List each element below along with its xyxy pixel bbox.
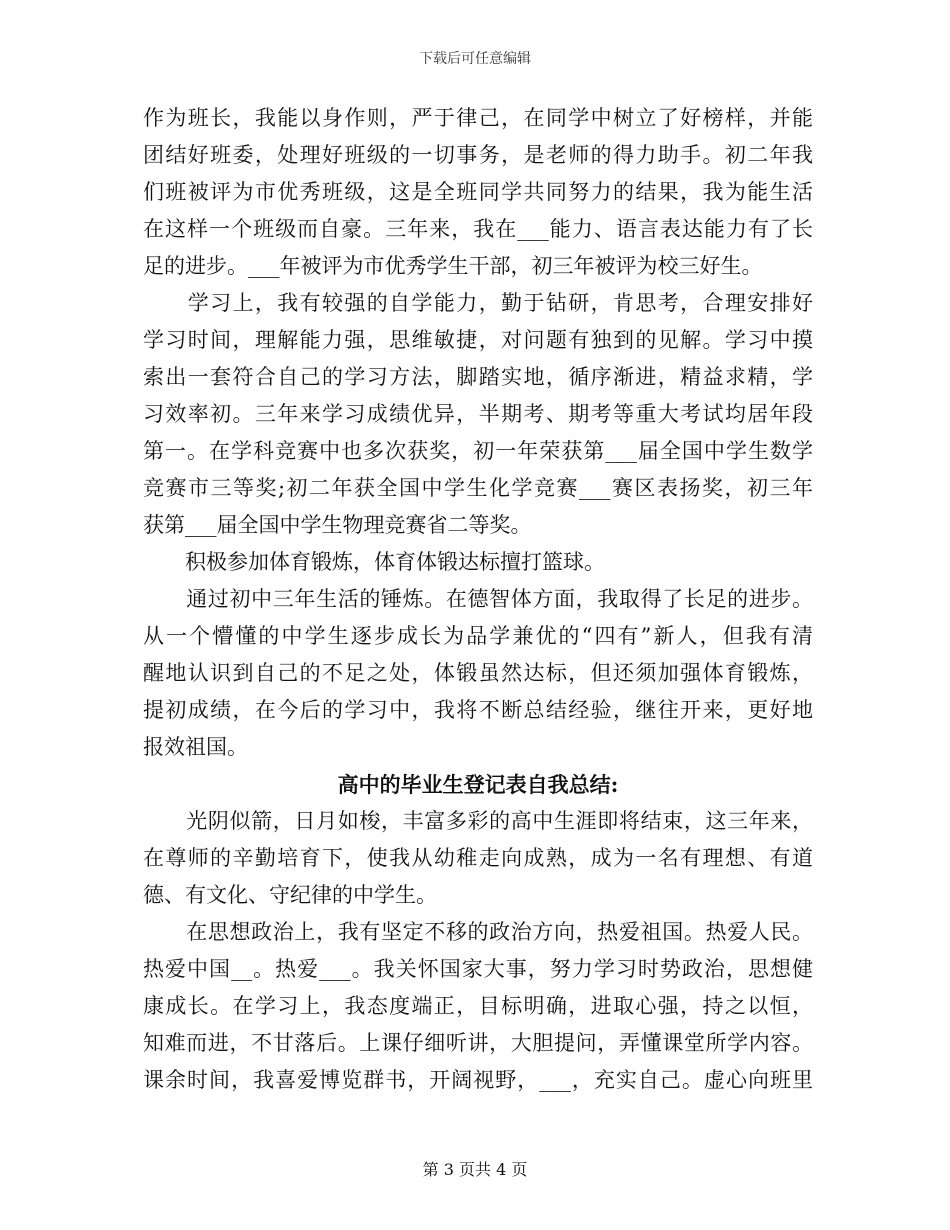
text-line: 提初成绩，在今后的学习中，我将不断总结经验，继往开来，更好地 — [143, 698, 813, 722]
text-line: 从一个懵懂的中学生逐步成长为品学兼优的“四有”新人，但我有清 — [143, 624, 813, 648]
text-line: 团结好班委，处理好班级的一切事务，是老师的得力助手。初二年我 — [143, 143, 813, 167]
text-line: 光阴似箭，日月如梭，丰富多彩的高中生涯即将结束，这三年来， — [143, 809, 813, 833]
page-footer: 第 3 页共 4 页 — [422, 1160, 528, 1179]
text-line: 积极参加体育锻炼，体育体锻达标擅打篮球。 — [143, 550, 605, 574]
text-line: 习效率初。三年来学习成绩优异，半期考、期考等重大考试均居年段 — [143, 402, 813, 426]
text-line: 在这样一个班级而自豪。三年来，我在___能力、语言表达能力有了长 — [143, 217, 813, 241]
text-line: 课余时间，我喜爱博览群书，开阔视野，___，充实自己。虚心向班里 — [143, 1068, 813, 1092]
page-header: 下载后可任意编辑 — [419, 51, 531, 67]
text-line: 作为班长，我能以身作则，严于律己，在同学中树立了好榜样，并能 — [143, 106, 813, 130]
text-line: 索出一套符合自己的学习方法，脚踏实地，循序渐进，精益求精，学 — [143, 365, 813, 389]
text-line: 在尊师的辛勤培育下，使我从幼稚走向成熟，成为一名有理想、有道 — [143, 846, 813, 870]
text-line: 德、有文化、守纪律的中学生。 — [143, 883, 437, 907]
text-line: 们班被评为市优秀班级，这是全班同学共同努力的结果，我为能生活 — [143, 180, 813, 204]
text-line: 醒地认识到自己的不足之处，体锻虽然达标，但还须加强体育锻炼， — [143, 661, 813, 685]
text-line: 报效祖国。 — [143, 735, 248, 759]
text-line: 知难而进，不甘落后。上课仔细听讲，大胆提问，弄懂课堂所学内容。 — [143, 1031, 813, 1055]
text-line: 学习上，我有较强的自学能力，勤于钻研，肯思考，合理安排好 — [143, 291, 813, 315]
text-line: 足的进步。___年被评为市优秀学生干部，初三年被评为校三好生。 — [143, 254, 763, 278]
text-line: 学习时间，理解能力强，思维敏捷，对问题有独到的见解。学习中摸 — [143, 328, 813, 352]
text-line: 获第___届全国中学生物理竞赛省二等奖。 — [143, 513, 532, 537]
text-line: 通过初中三年生活的锤炼。在德智体方面，我取得了长足的进步。 — [143, 587, 813, 611]
text-line: 在思想政治上，我有坚定不移的政治方向，热爱祖国。热爱人民。 — [143, 920, 813, 944]
text-line: 竞赛市三等奖;初二年获全国中学生化学竞赛___赛区表扬奖，初三年 — [143, 476, 813, 500]
document-body — [143, 100, 813, 1099]
text-line: 第一。在学科竞赛中也多次获奖，初一年荣获第___届全国中学生数学 — [143, 439, 813, 463]
text-line: 康成长。在学习上，我态度端正，目标明确，进取心强，持之以恒， — [143, 994, 813, 1018]
text-line: 热爱中国__。热爱___。我关怀国家大事，努力学习时势政治，思想健 — [143, 957, 813, 981]
section-heading: 高中的毕业生登记表自我总结: — [337, 772, 619, 797]
